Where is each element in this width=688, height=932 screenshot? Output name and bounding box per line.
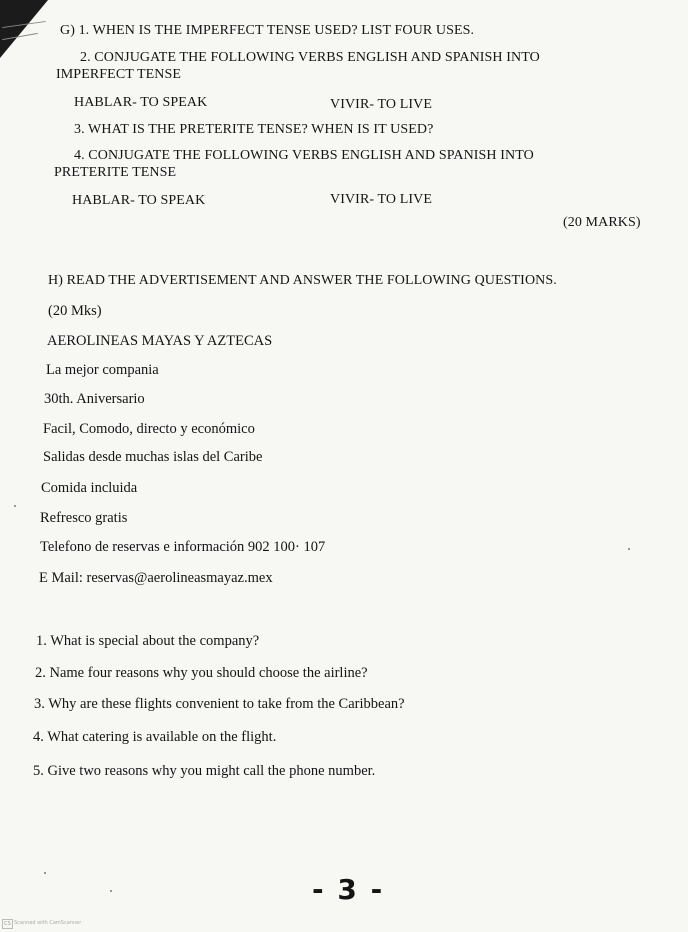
verb-hablar: HABLAR- TO SPEAK: [74, 95, 208, 110]
ad-company-name: AEROLINEAS MAYAS Y AZTECAS: [47, 333, 273, 349]
ad-line: Refresco gratis: [40, 510, 128, 526]
verb-hablar: HABLAR- TO SPEAK: [72, 193, 206, 208]
scan-corner-fold: [0, 0, 48, 58]
scan-speck: [14, 505, 16, 507]
scan-speck: [44, 872, 46, 874]
section-g-question-3: 3. WHAT IS THE PRETERITE TENSE? WHEN IS IT USED?: [74, 122, 434, 137]
section-g-question-1: G) 1. WHEN IS THE IMPERFECT TENSE USED? LIST FOUR USES.: [60, 23, 475, 38]
section-g-marks: (20 MARKS): [563, 215, 641, 230]
section-g-question-4-line1: 4. CONJUGATE THE FOLLOWING VERBS ENGLISH AND SPANISH INTO: [74, 148, 534, 163]
question-3: 3. Why are these flights convenient to take from the Caribbean?: [34, 696, 405, 712]
section-h-marks: (20 Mks): [48, 303, 102, 319]
section-g-question-2-line1: 2. CONJUGATE THE FOLLOWING VERBS ENGLISH AND SPANISH INTO: [80, 50, 540, 65]
ad-email-line: E Mail: reservas@aerolineasmayaz.mex: [39, 570, 273, 586]
verb-vivir: VIVIR- TO LIVE: [330, 192, 432, 207]
section-g-question-2-line2: IMPERFECT TENSE: [56, 67, 182, 82]
question-1: 1. What is special about the company?: [36, 633, 260, 649]
section-g-question-4-line2: PRETERITE TENSE: [54, 165, 177, 180]
question-4: 4. What catering is available on the flight.: [33, 729, 277, 745]
question-2: 2. Name four reasons why you should choose the airline?: [35, 665, 368, 681]
ad-line: Comida incluida: [41, 480, 138, 496]
ad-phone-line: Telefono de reservas e información 902 100· 107: [40, 539, 326, 555]
verb-vivir: VIVIR- TO LIVE: [330, 97, 432, 112]
ad-line: Facil, Comodo, directo y económico: [43, 421, 255, 437]
section-h-title: H) READ THE ADVERTISEMENT AND ANSWER THE FOLLOWING QUESTIONS.: [48, 273, 557, 288]
ad-line: Salidas desde muchas islas del Caribe: [43, 449, 263, 465]
question-5: 5. Give two reasons why you might call the phone number.: [33, 763, 376, 779]
ad-line: La mejor compania: [46, 362, 159, 378]
scan-speck: [628, 548, 630, 550]
scanner-logo-icon: CS: [2, 919, 13, 929]
scan-speck: [110, 890, 112, 892]
ad-line: 30th. Aniversario: [44, 391, 145, 407]
page-number: - 3 -: [312, 873, 385, 906]
scanner-watermark: Scanned with CamScanner: [14, 920, 82, 926]
